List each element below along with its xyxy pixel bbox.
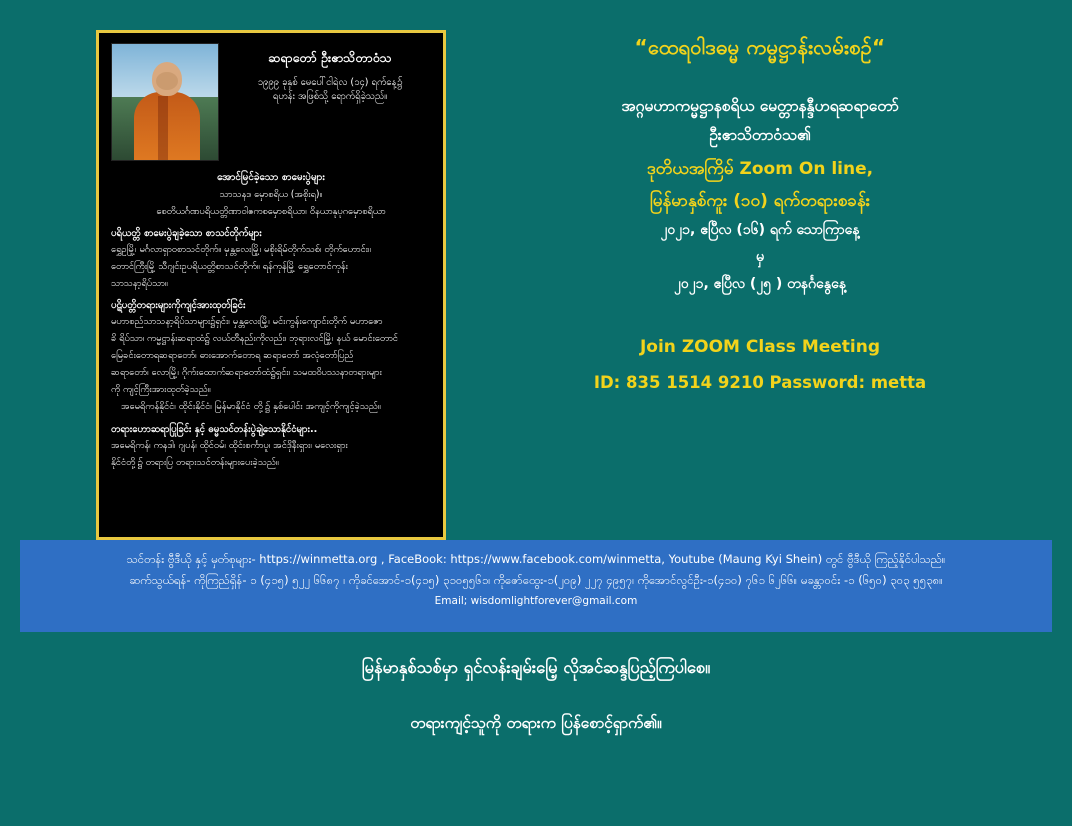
- poster-section-teaching: [111, 423, 431, 470]
- poster-monastery-line-1: ရွှေဥမြို့၊ မင်္ဂလာရှာဝစာသင်တိုက်။ မှန္တလေးမြို့၊ မစိုးရိမ်တိုက်သစ်၊ တိုက်ဟောင်း။: [111, 244, 371, 256]
- photo-face-shade: [156, 72, 178, 90]
- poster-section-practice: [111, 299, 431, 414]
- new-year-blessing: မြန်မာနှစ်သစ်မှာ ရှင်လန်းချမ်းမြေ့ လိုအင်ဆန္ဒပြည့်ကြပါစေ။: [361, 658, 711, 677]
- poster-practice-line-2: ခိ ရိပ်သာ၊ ကမ္မဋ္ဌာန်းဆရာထံ၌ လယ်တီနည်းကိုလည်း၊ ဘုရားလင်မြို့၊ နယ် မောင်းတောင်: [111, 333, 398, 345]
- poster-monastery-line-3: သာသနာ့ရိပ်သာ။: [111, 278, 168, 290]
- announcement-course-title: မြန်မာနှစ်ကူး (၁၀) ရက်တရားစခန်း: [649, 191, 871, 212]
- blessing-text-block: [0, 655, 1072, 736]
- poster-practice-line-6: အမေရိကန်နိုင်ငံ၊ ထိုင်းနိုင်ငံ၊ မြန်မာနိုင်ငံ တို့၌ နှစ်ပေါင်း အကျင့်ကိုကျင့်ခဲ့သည်။: [121, 401, 381, 413]
- poster-header-text: [229, 43, 431, 105]
- zoom-meeting-credentials[interactable]: ID: 835 1514 9210 Password: metta: [593, 373, 927, 393]
- announcement-zoom-session: ဒုတိယအကြိမ် Zoom On line,: [646, 158, 874, 179]
- announcement-line-1: အဂ္ဂမဟာကမ္မဋ္ဌာနစရိယ မေတ္တာနန္ဒီဟရဆရာတော်: [621, 97, 899, 115]
- contact-links-line[interactable]: သင်တန်း ဗွီဒီယို နှင့် မှတ်စုများ- https://winmetta.org , FaceBook: https://www.facebook.com/winmetta, Youtube (Maung Kyi Shein) တွင် ဗွီဒီယို ကြည့်နိုင်ပါသည်။: [126, 552, 946, 566]
- zoom-join-title[interactable]: Join ZOOM Class Meeting: [639, 337, 881, 358]
- contact-email-line[interactable]: Email; wisdomlightforever@gmail.com: [434, 594, 638, 607]
- monk-portrait-photo: [111, 43, 219, 161]
- poster-head-line-2: ရဟန်း အဖြစ်သို့ ရောက်ရှိခဲ့သည်။: [272, 91, 388, 103]
- poster-section-exams: [111, 170, 431, 219]
- contact-info-bar: [20, 540, 1052, 632]
- poster-monastery-line-2: တောင်ကြီးမြို့ သီဂျင်းဥပရိယတ္တိစာသင်တိုက်။ ရန်ကုန်မြို့ ရွှေတောင်ကုန်း: [111, 261, 348, 273]
- dhamma-quote: တရားကျင့်သူကို တရားက ပြန်စောင့်ရှာက်၏။: [410, 714, 662, 733]
- announcement-panel: [470, 34, 1050, 392]
- monk-biography-poster: [96, 30, 446, 540]
- poster-practice-line-3: မြေခင်းတောရဆရာတော်၊ ဓားအောက်တောရ ဆရာတော် အလုံတော်ပြည်: [111, 350, 354, 362]
- poster-practice-line-5: ကို ကျင့်ကြီးအားထုတ်ခဲ့သည်။: [111, 384, 211, 396]
- poster-header: [111, 43, 431, 161]
- poster-teaching-line-1: အမေရိကန်၊ ကနဒါ၊ ဂျပန်၊ ထိုင်ဝမ်၊ ထိုင်းစင်္ကာပူ၊ အင်ဒိုနီးရှား၊ မလေးရှား: [111, 439, 348, 451]
- poster-practice-line-1: မဟာစည်သာသနာ့ရိပ်သာများ၌ရှင်း၊ မှန္တလေးမြို့၊ မင်းကွန်းကျောင်းတိုက် မဟာဇော: [111, 316, 383, 328]
- announcement-start-date: ၂၀၂၁, ဧပြီလ (၁၆) ရက် သောကြာနေ့: [660, 222, 860, 239]
- announcement-end-date: ၂၀၂၁, ဧပြီလ (၂၅ ) တနင်္ဂနွေနေ့: [673, 275, 847, 292]
- announcement-headline: “ထေရဝါဒဓမ္မ ကမ္မဋ္ဌာန်းလမ်းစဉ်“: [634, 35, 886, 59]
- poster-exam-line-2: စေတိယင်္ဂဏပရိယတ္တိဏာဝါဧကစမှောစရိယာ၊ ဝိနယာနုပုဂမှောစရိယာ: [156, 206, 386, 218]
- announcement-date-separator: မှ: [756, 249, 764, 266]
- poster-practice-line-4: ဆရာတော်၊ လောမြို့၊ ဂိုက်းထောက်ဆရာတော်ထံ၌ရှင်း၊ သမထဝိပဿနာတရားများ: [111, 367, 382, 379]
- poster-teaching-line-2: နိုင်ငံတို့၌ တရားပြ တရားသင်တန်းများပေးခဲ့သည်။: [111, 456, 279, 468]
- poster-head-line-1: ၁၉၉၉ ခုနှစ် မေပေါ်ငါရဲလ (၁၄) ရက်နေ့၌: [257, 76, 403, 88]
- contact-phone-line: ဆက်သွယ်ရန်- ကိုကြည်ရှိန်- ၁ (၄၁၅) ၅၂၂ ၆၆၈၇ ၊ ကိုခင်အောင်-၁(၄၁၅) ၃၁၀၅၅၆၁၊ ကိုဇော်ထွေး-၁(၂၀၉) ၂၂၇ ၄၉၅၇၊ ကိုအောင်လွင်ဦး-၁(၄၁၀) ၇၆၁ ၆၂၆၆။ မခန္တာဝင်း -၁ (၆၅၀) ၃၀၃ ၅၅၃၈။: [129, 573, 943, 588]
- poster-section-monasteries: [111, 227, 431, 291]
- poster-section-title-practice: ပဋိပတ္တိတရားများကိုကျင့်အားထုတ်ခြင်း: [111, 300, 246, 312]
- poster-section-title-monasteries: ပရိယတ္တိ စာမေးပွဲချခဲ့သော စာသင်တိုက်များ: [111, 228, 262, 240]
- poster-exam-line-1: သာသနဒ မှောစရိယ (အစိုးရ)။: [219, 189, 323, 200]
- announcement-line-2: ဦးဧာသိတာဝံသ၏: [709, 126, 811, 145]
- poster-section-title-exams: အောင်မြင်ခဲ့သော စာမေးပွဲများ: [217, 172, 325, 183]
- zoom-join-block: [470, 337, 1050, 392]
- poster-title: ဆရာတော် ဦးဧာသိတာဝံသ: [268, 50, 392, 65]
- poster-section-title-teaching: တရားဟောဆရာပြုခြင်း နှင့် ဓမ္မသင်တန်းပွဲချဲ့သောနိုင်ငံများ..: [111, 423, 318, 435]
- photo-robe-fold: [158, 96, 168, 161]
